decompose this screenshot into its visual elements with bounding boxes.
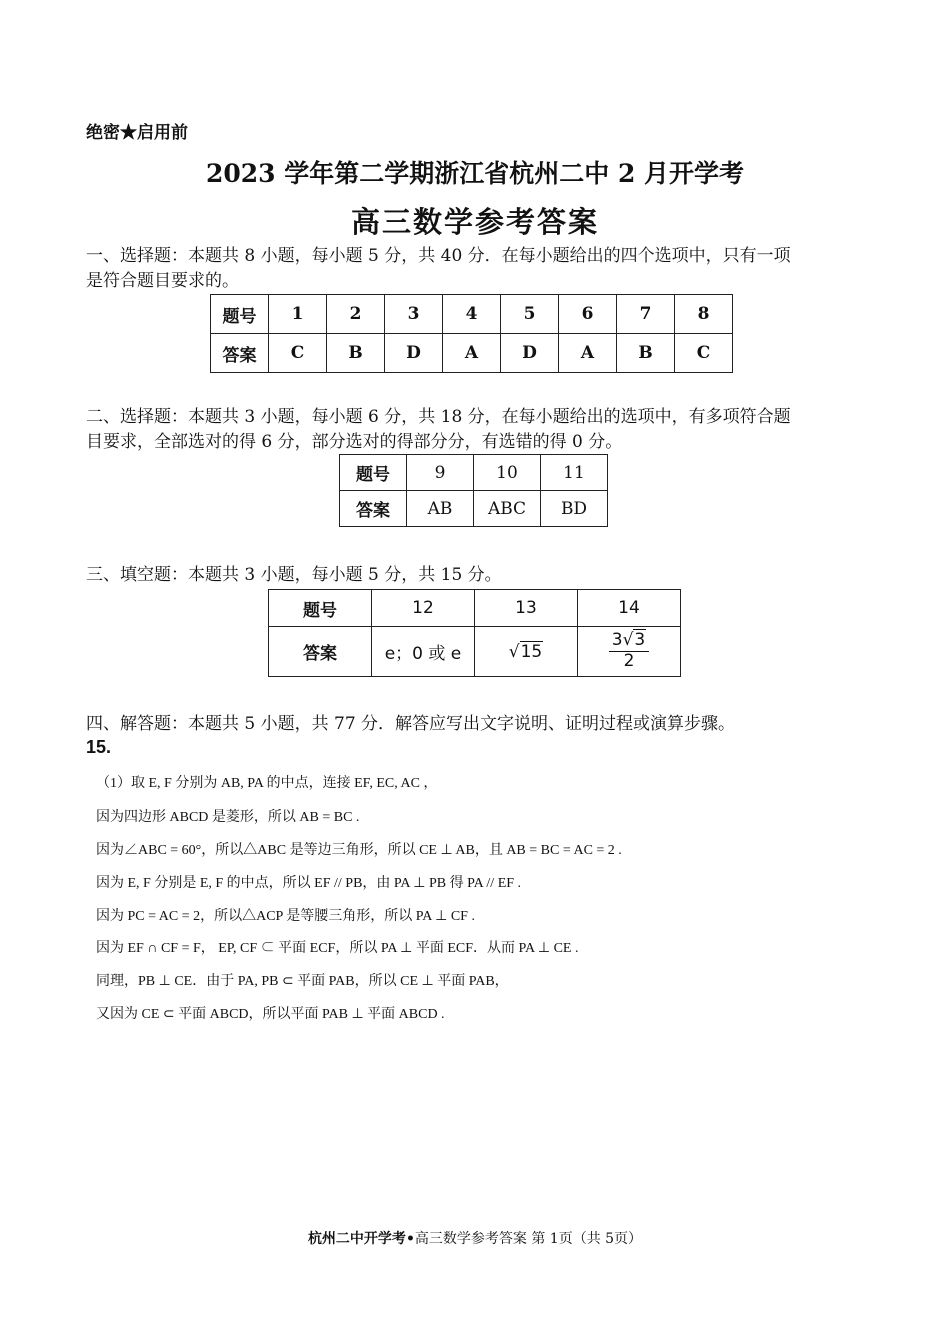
sqrt-symbol: √	[508, 641, 520, 662]
radicand: 15	[520, 641, 543, 662]
secret-mark: 绝密★启用前	[86, 123, 188, 143]
question-number: 11	[541, 455, 608, 491]
answer-cell	[475, 627, 578, 677]
answer-cell: BD	[541, 491, 608, 527]
solution-line: 同理，PB ⊥ CE．由于 PA, PB ⊂ 平面 PAB，所以 CE ⊥ 平面 PAB，	[96, 974, 509, 989]
answer-cell: ABC	[474, 491, 541, 527]
page-footer	[0, 1228, 950, 1248]
coefficient: 3	[611, 630, 623, 651]
answer-label: 答案	[340, 491, 407, 527]
table-row	[340, 455, 608, 491]
question-number: 12	[372, 590, 475, 627]
question-number: 4	[443, 295, 501, 334]
question-number: 8	[675, 295, 733, 334]
solution-line: 因为四边形 ABCD 是菱形，所以 AB = BC .	[96, 810, 360, 825]
footer-separator: •	[405, 1231, 415, 1247]
answer-cell: AB	[407, 491, 474, 527]
answer-cell: B	[617, 334, 675, 373]
solution-line: （1）取 E, F 分别为 AB, PA 的中点，连接 EF, EC, AC ，	[96, 776, 438, 791]
question-label: 题号	[211, 295, 269, 334]
section1-intro-line2: 是符合题目要求的。	[86, 271, 239, 291]
question-number: 10	[474, 455, 541, 491]
section2-intro	[86, 405, 876, 455]
table-row	[269, 627, 681, 677]
question-number: 6	[559, 295, 617, 334]
answer-key-title: 高三数学参考答案	[350, 205, 599, 239]
numerator	[609, 632, 650, 652]
question-number: 14	[578, 590, 681, 627]
fraction	[609, 632, 650, 671]
exam-title: 2023 学年第二学期浙江省杭州二中 2 月开学考	[205, 159, 745, 188]
footer-page-info: 高三数学参考答案 第 1页（共 5页）	[414, 1231, 643, 1247]
answer-cell: A	[443, 334, 501, 373]
problem-number: 15.	[86, 737, 112, 757]
answer-label: 答案	[211, 334, 269, 373]
section1-intro-line1: 一、选择题：本题共 8 小题，每小题 5 分，共 40 分．在每小题给出的四个选项中，只有一项	[86, 246, 791, 266]
section2-intro-line2: 目要求，全部选对的得 6 分，部分选对的得部分分，有选错的得 0 分。	[86, 432, 623, 452]
question-number: 3	[385, 295, 443, 334]
section1-intro	[86, 244, 876, 294]
section2-intro-line1: 二、选择题：本题共 3 小题，每小题 6 分，共 18 分，在每小题给出的选项中，有多项符合题	[86, 407, 791, 427]
question-label: 题号	[340, 455, 407, 491]
answer-cell: B	[327, 334, 385, 373]
solution-line: 因为∠ABC = 60°，所以△ABC 是等边三角形，所以 CE ⊥ AB，且 AB = BC = AC = 2 .	[96, 843, 622, 858]
denominator: 2	[623, 651, 635, 671]
question-number: 1	[269, 295, 327, 334]
table-row	[340, 491, 608, 527]
section4-intro: 四、解答题：本题共 5 小题，共 77 分．解答应写出文字说明、证明过程或演算步骤。	[86, 714, 736, 734]
section3-intro: 三、填空题：本题共 3 小题，每小题 5 分，共 15 分。	[86, 565, 502, 585]
table-row	[211, 334, 733, 373]
footer-school: 杭州二中开学考	[307, 1231, 406, 1247]
section3-answer-table	[268, 589, 681, 677]
question-number: 2	[327, 295, 385, 334]
answer-label: 答案	[269, 627, 372, 677]
solution-line: 因为 EF ∩ CF = F， EP, CF ⊂ 平面 ECF，所以 PA ⊥ 平面 ECF．从而 PA ⊥ CE .	[96, 941, 579, 956]
section2-answer-table	[339, 454, 608, 527]
solution-line: 又因为 CE ⊂ 平面 ABCD，所以平面 PAB ⊥ 平面 ABCD .	[96, 1007, 445, 1022]
answer-cell: D	[501, 334, 559, 373]
answer-cell	[578, 627, 681, 677]
solution-line: 因为 E, F 分别是 E, F 的中点，所以 EF // PB，由 PA ⊥ PB 得 PA // EF .	[96, 876, 522, 891]
question-number: 5	[501, 295, 559, 334]
answer-cell: C	[675, 334, 733, 373]
section1-answer-table	[210, 294, 733, 373]
question-label: 题号	[269, 590, 372, 627]
solution-line: 因为 PC = AC = 2，所以△ACP 是等腰三角形，所以 PA ⊥ CF .	[96, 909, 475, 924]
answer-cell: D	[385, 334, 443, 373]
answer-cell: C	[269, 334, 327, 373]
question-number: 13	[475, 590, 578, 627]
answer-cell: e；0 或 e	[372, 627, 475, 677]
question-number: 7	[617, 295, 675, 334]
sqrt-symbol: √	[622, 630, 634, 651]
table-row	[269, 590, 681, 627]
answer-cell: A	[559, 334, 617, 373]
question-number: 9	[407, 455, 474, 491]
table-row	[211, 295, 733, 334]
radicand: 3	[634, 630, 646, 651]
